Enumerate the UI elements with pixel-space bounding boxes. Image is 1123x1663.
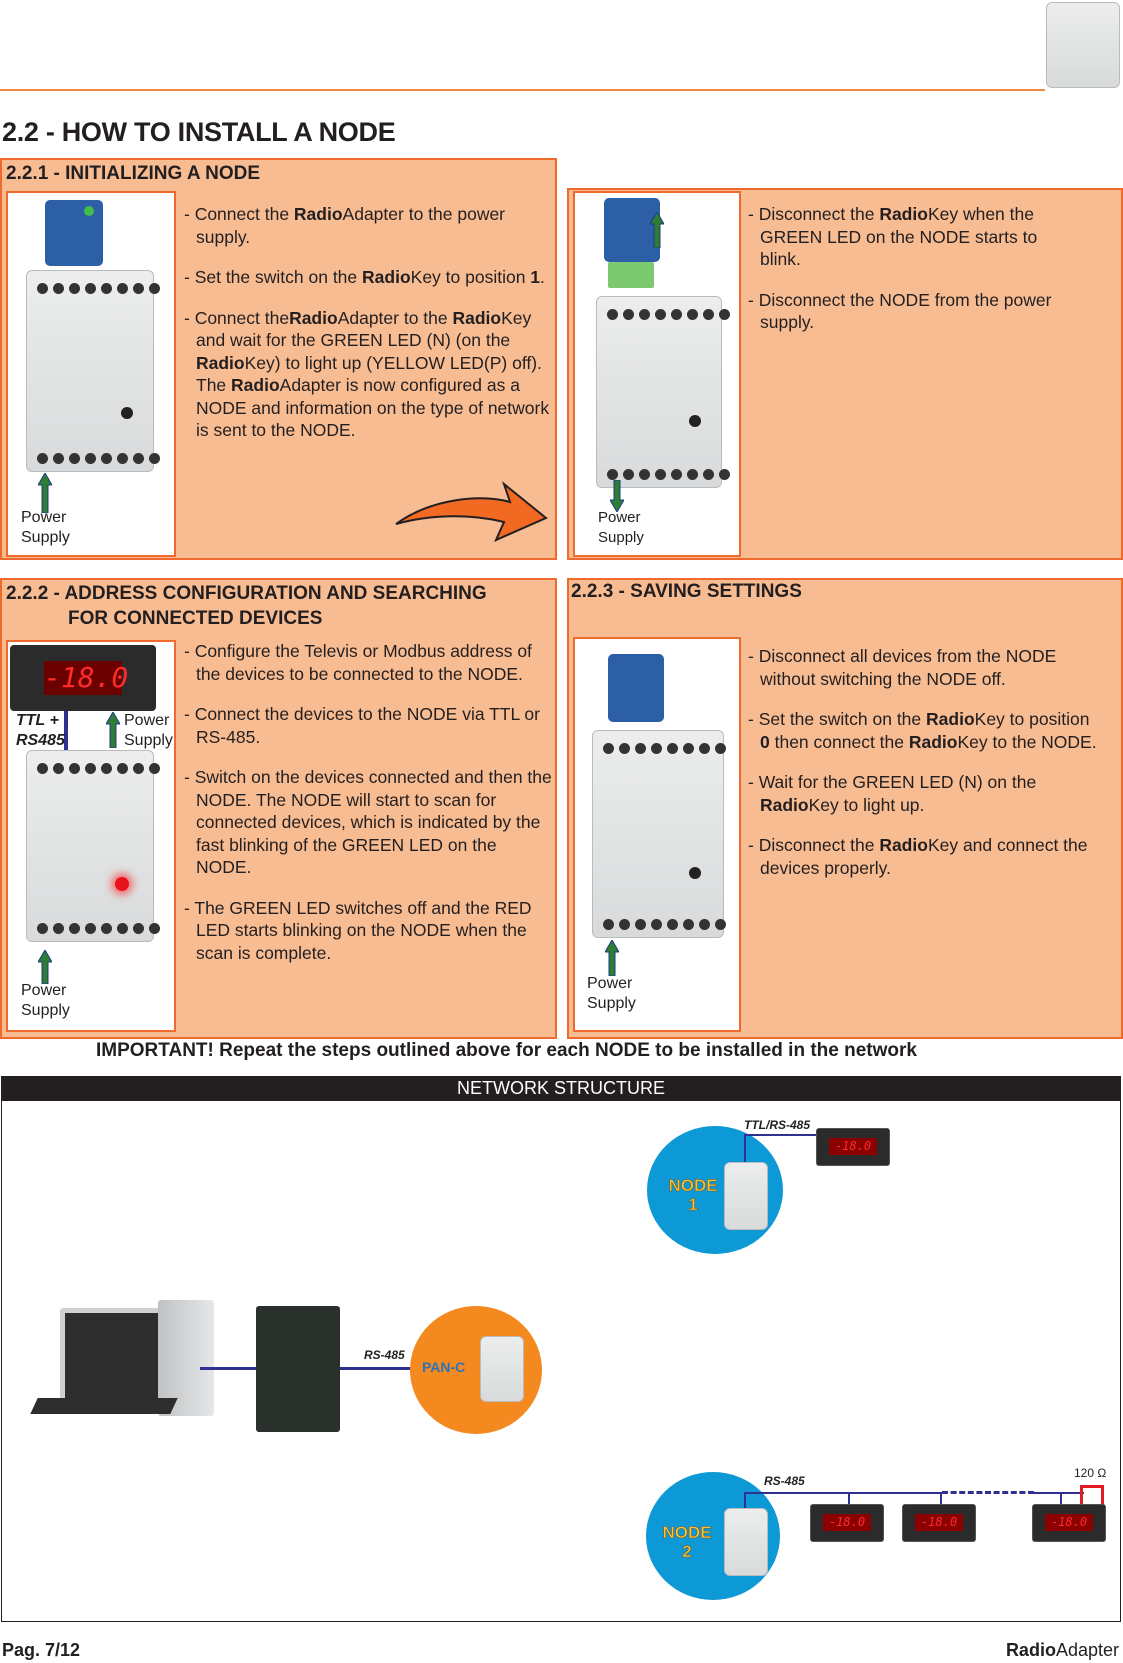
radiokey-icon [608,654,664,722]
power-supply-label: Power Supply [21,509,70,546]
header-rule [0,89,1045,91]
init-step-2: - Set the switch on the RadioKey to position 1. [184,267,545,287]
keyboard-icon [30,1398,177,1414]
network-title: NETWORK STRUCTURE [1,1076,1121,1101]
section-3-title: 2.2.3 - SAVING SETTINGS [571,581,802,602]
thermostat-node2-c: -18.0 [1032,1504,1106,1542]
pc-wire [200,1367,256,1370]
rs485-label: RS-485 [364,1348,405,1362]
radiokey-icon [45,200,103,266]
radioadapter-device [26,750,154,942]
thermostat-device: -18.0 [10,645,156,711]
radioadapter-device [596,296,722,488]
section-2-title: 2.2.2 - ADDRESS CONFIGURATION AND SEARCHING FOR CONNECTED DEVICES [6,583,487,629]
rs485-wire-panc [340,1367,412,1370]
init-step-1: - Connect the RadioAdapter to the power supply. [184,204,506,247]
address-step-1: - Configure the Televis or Modbus address of the devices to be connected to the NODE. [184,641,532,684]
radioadapter-device [26,270,154,472]
resistor-label: 120 Ω [1074,1466,1107,1480]
saving-step-1: - Disconnect all devices from the NODE without switching the NODE off. [748,646,1057,689]
node-2-label: NODE 2 [662,1523,712,1561]
rs485-label-2: RS-485 [764,1474,805,1488]
page-title: 2.2 - HOW TO INSTALL A NODE [2,117,396,147]
section-2-steps [184,640,556,982]
address-step-3: - Switch on the devices connected and then the NODE. The NODE will start to scan for connected devices, which is indicated by the fast blinking of the GREEN LED on the NODE. [184,767,552,877]
next-step-arrow-icon [392,478,549,544]
init-right-step-1: - Disconnect the RadioKey when the GREEN LED on the NODE starts to blink. [748,204,1038,269]
section-1-right-steps [748,203,1078,352]
address-step-2: - Connect the devices to the NODE via TTL or RS-485. [184,704,540,747]
power-supply-label: Power Supply [124,712,173,749]
resistor-icon [1080,1485,1104,1506]
ttl-rs485-label: TTL/RS-485 [744,1118,811,1132]
power-supply-label: Power Supply [598,509,644,546]
gateway-device [256,1306,340,1432]
init-right-step-2: - Disconnect the NODE from the power supply. [748,289,1052,332]
section-3-steps [748,645,1098,897]
page-number: Pag. 7/12 [2,1640,81,1660]
up-arrow-icon [38,950,52,984]
up-arrow-icon [605,940,619,976]
ttl-rs485-label: TTL + RS485 [16,712,65,749]
power-supply-label: Power Supply [21,982,70,1019]
thermostat-node2-b: -18.0 [902,1504,976,1542]
rs485-bus-dashed [942,1491,1034,1494]
saving-step-3: - Wait for the GREEN LED (N) on the RadioKey to light up. [748,772,1037,815]
panc-label: PAN-C [422,1359,466,1375]
up-arrow-icon [106,712,120,748]
up-arrow-icon [38,473,52,513]
thermostat-node1: -18.0 [816,1128,890,1166]
section-1-steps [184,203,554,460]
product-name: RadioAdapter [1005,1640,1119,1660]
rs485-bus [744,1492,942,1494]
node-2-device [724,1508,768,1576]
saving-step-4: - Disconnect the RadioKey and connect the devices properly. [748,835,1088,878]
drop-1 [744,1492,746,1508]
node-1-label: NODE 1 [668,1176,718,1214]
ttl-wire-node1-h [744,1134,816,1136]
init-step-3: - Connect theRadioAdapter to the RadioKey and wait for the GREEN LED (N) (on the RadioKey) to light up (YELLOW LED(P) off). The RadioAdapter is now configured as a NODE and information on the type of network is sent to the NODE. [184,307,550,440]
thermostat-node2-a: -18.0 [810,1504,884,1542]
panc-device [480,1336,524,1402]
green-led-icon [84,206,94,216]
rs485-bus-end [1034,1492,1084,1494]
saving-step-2: - Set the switch on the RadioKey to position 0 then connect the RadioKey to the NODE. [748,709,1097,752]
connector-icon [608,262,654,288]
section-1-title: 2.2.1 - INITIALIZING A NODE [6,163,261,184]
ttl-wire-node1 [744,1134,746,1162]
address-step-4: - The GREEN LED switches off and the RED LED starts blinking on the NODE when the scan is complete. [184,897,532,963]
power-supply-label: Power Supply [587,975,636,1012]
up-arrow-icon [650,212,664,248]
node-1-device [724,1162,768,1230]
radioadapter-device [592,730,724,938]
product-thumbnail [1046,2,1120,88]
important-note: IMPORTANT! Repeat the steps outlined above for each NODE to be installed in the network [96,1040,917,1061]
